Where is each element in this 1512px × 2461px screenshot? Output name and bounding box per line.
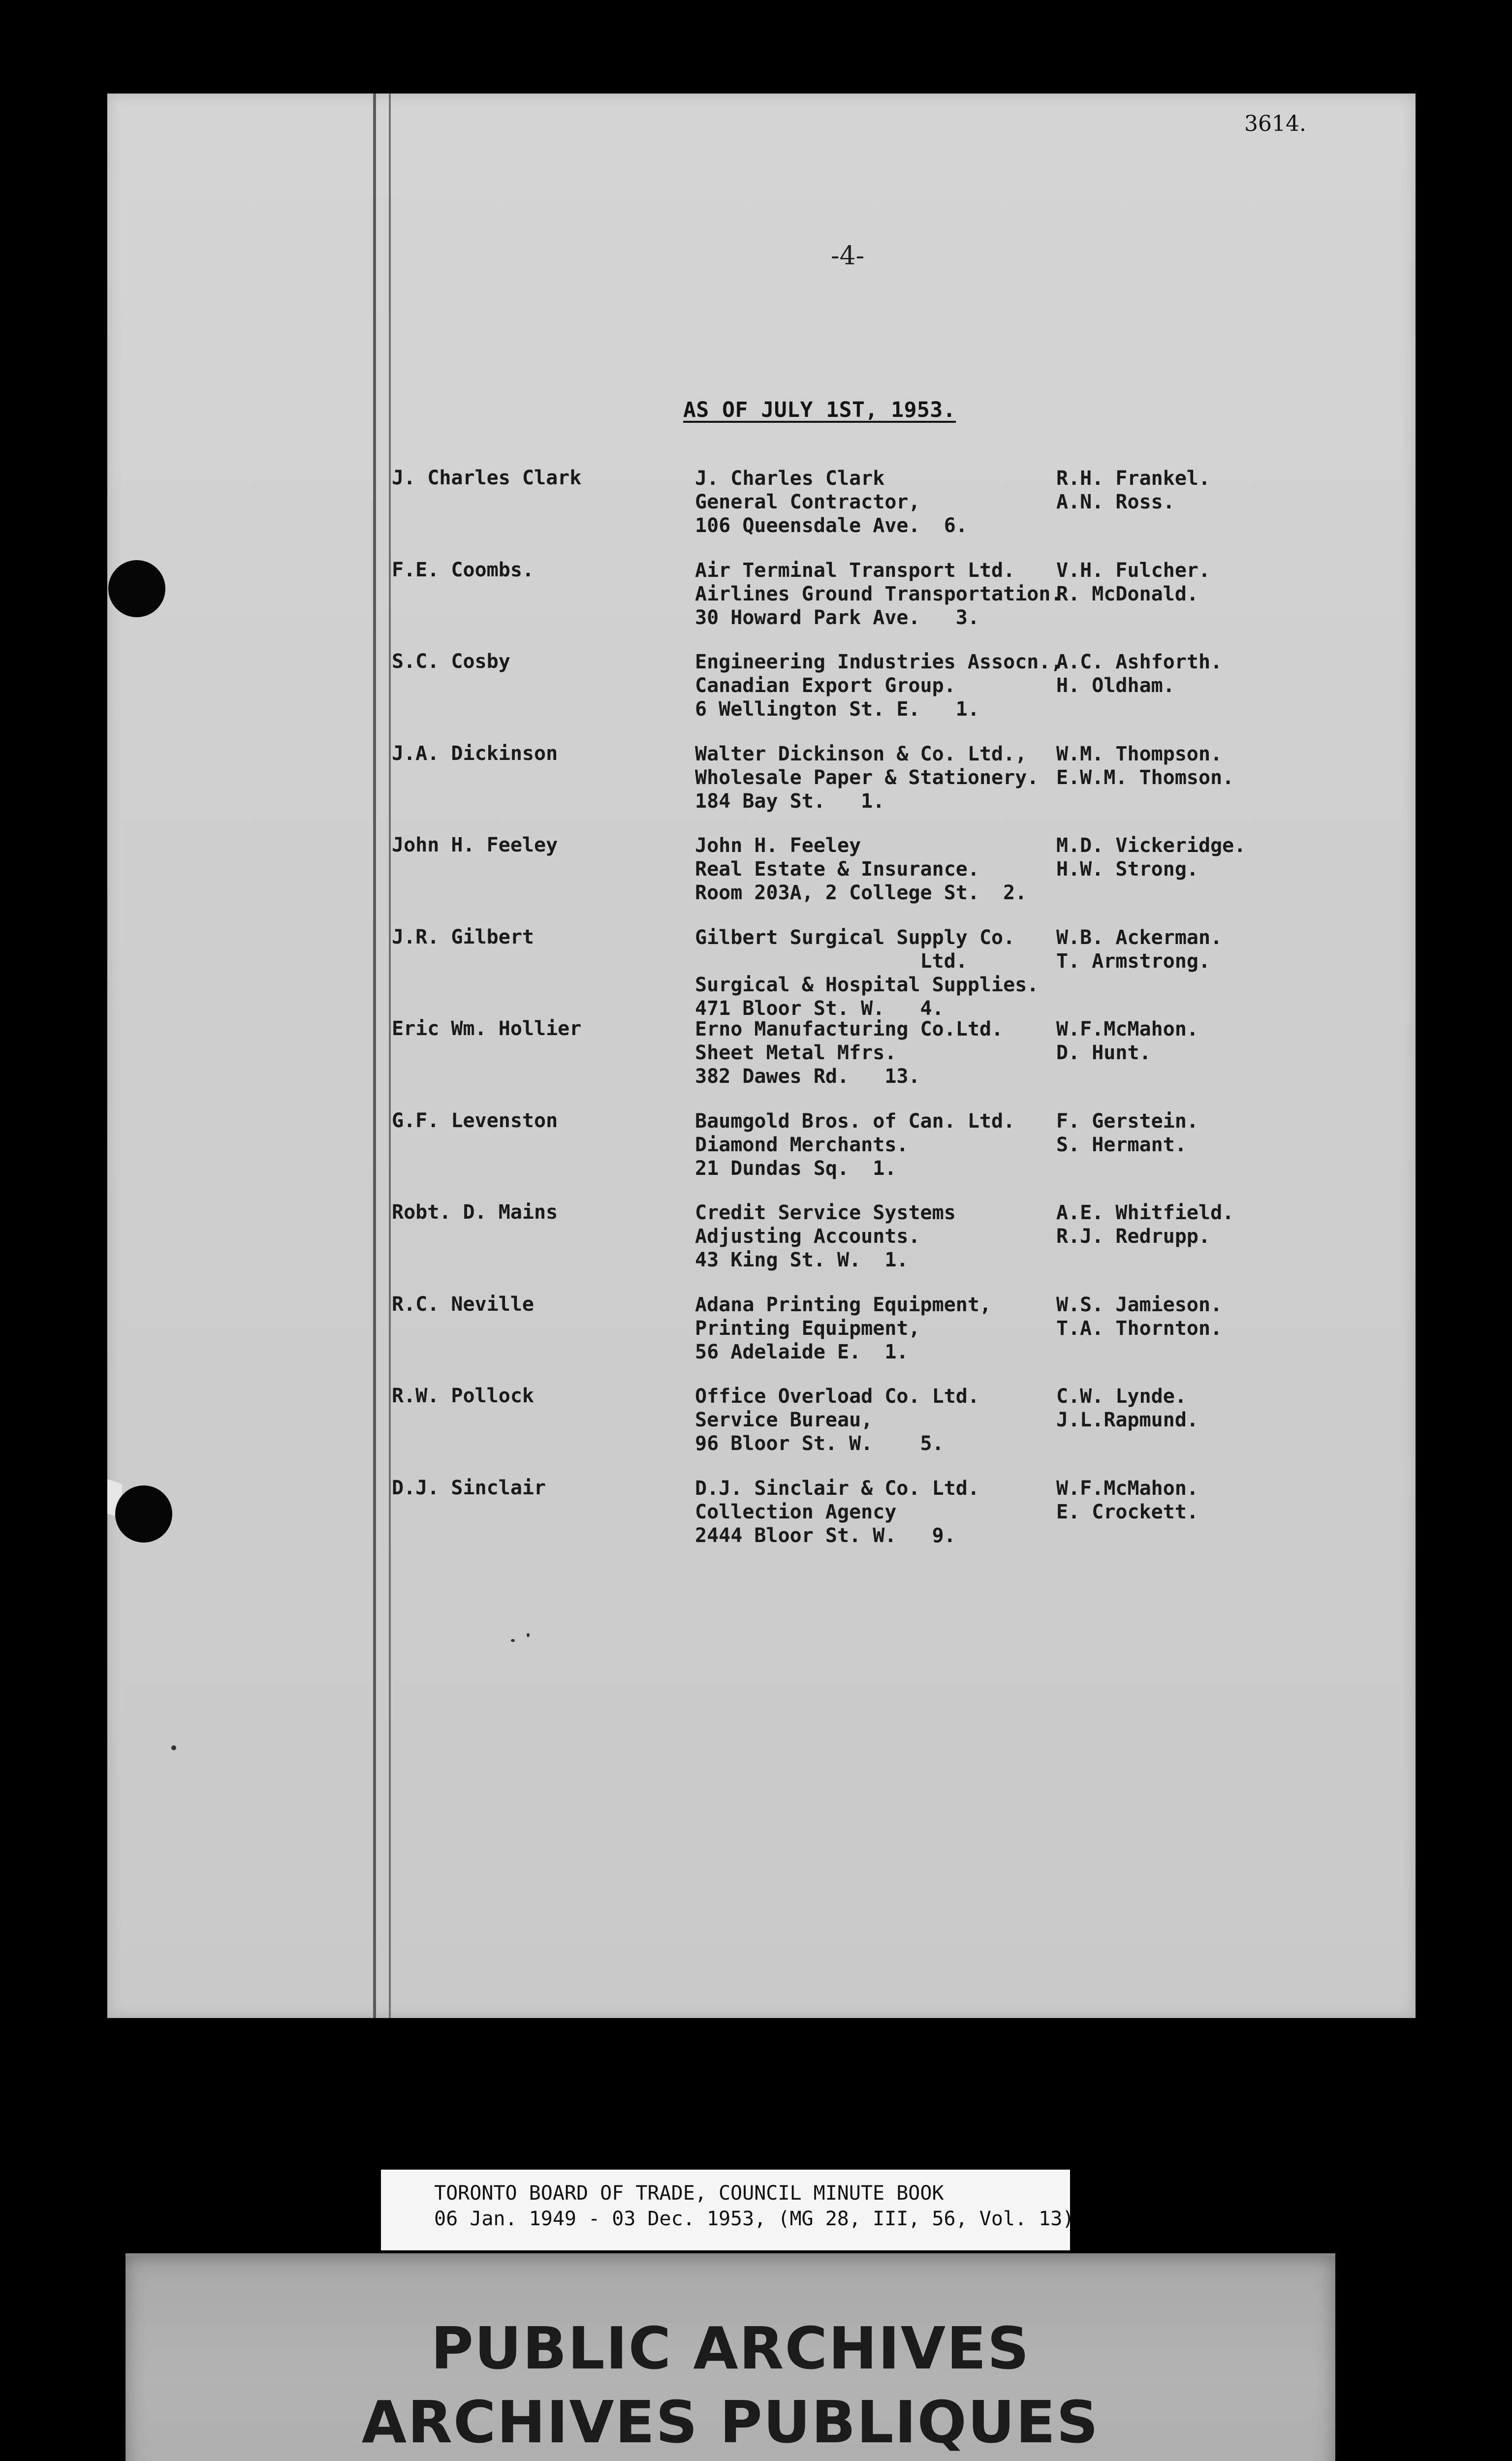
nominee-name: W.F.McMahon.	[1056, 1477, 1198, 1500]
nominee-name: J.L.Rapmund.	[1056, 1409, 1198, 1431]
member-list	[392, 467, 1411, 1568]
nominee-name: V.H. Fulcher.	[1056, 559, 1211, 582]
punch-hole-bottom	[115, 1485, 172, 1543]
nominee-name: R.J. Redrupp.	[1056, 1225, 1211, 1248]
firm-line: Baumgold Bros. of Can. Ltd.	[695, 1109, 1015, 1133]
member-name: Eric Wm. Hollier	[392, 1017, 582, 1040]
nominee-list	[1056, 650, 1302, 697]
firm-line: Printing Equipment,	[695, 1317, 920, 1340]
member-entry	[392, 1017, 1411, 1109]
nominee-list	[1056, 1201, 1302, 1248]
nominee-list	[1056, 1293, 1302, 1340]
member-name: Robt. D. Mains	[392, 1201, 558, 1224]
member-entry	[392, 1109, 1411, 1201]
firm-line: 106 Queensdale Ave. 6.	[695, 514, 968, 537]
firm-details	[695, 1017, 1059, 1088]
nominee-name: A.E. Whitfield.	[1056, 1201, 1234, 1224]
archive-caption	[381, 2170, 1074, 2250]
member-entry	[392, 559, 1411, 651]
firm-line: Real Estate & Insurance.	[695, 858, 979, 881]
nominee-name: C.W. Lynde.	[1056, 1385, 1187, 1408]
firm-line: 6 Wellington St. E. 1.	[695, 698, 979, 721]
member-name: John H. Feeley	[392, 834, 558, 856]
paper-speck	[511, 1639, 515, 1642]
firm-line: 96 Bloor St. W. 5.	[695, 1432, 944, 1455]
nominee-name: S. Hermant.	[1056, 1133, 1187, 1156]
document-page	[107, 94, 1416, 2018]
firm-details	[695, 559, 1063, 630]
firm-line: General Contractor,	[695, 491, 920, 513]
member-entry	[392, 742, 1411, 834]
nominee-list	[1056, 559, 1302, 606]
firm-line: Engineering Industries Assocn.,	[695, 651, 1063, 673]
nominee-name: W.M. Thompson.	[1056, 742, 1223, 765]
paper-speck	[527, 1633, 530, 1637]
firm-line: Air Terminal Transport Ltd.	[695, 559, 1015, 582]
nominee-name: R. McDonald.	[1056, 582, 1198, 605]
nominee-name: W.F.McMahon.	[1056, 1018, 1198, 1041]
member-name: R.W. Pollock	[392, 1385, 534, 1407]
member-entry	[392, 650, 1411, 742]
firm-line: Room 203A, 2 College St. 2.	[695, 882, 1027, 904]
page-heading: AS OF JULY 1ST, 1953.	[683, 398, 956, 422]
firm-line: 471 Bloor St. W. 4.	[695, 997, 944, 1020]
nominee-name: W.S. Jamieson.	[1056, 1293, 1223, 1316]
firm-details	[695, 742, 1059, 813]
nominee-name: T. Armstrong.	[1056, 949, 1211, 973]
nominee-name: A.N. Ross.	[1056, 491, 1175, 513]
firm-line: 30 Howard Park Ave. 3.	[695, 606, 979, 629]
firm-line: 184 Bay St. 1.	[695, 789, 885, 813]
firm-line: Erno Manufacturing Co.Ltd.	[695, 1018, 1004, 1041]
firm-details	[695, 1477, 1059, 1547]
caption-line-1: TORONTO BOARD OF TRADE, COUNCIL MINUTE BOOK	[434, 2182, 944, 2205]
member-entry	[392, 926, 1411, 1018]
nominee-name: E. Crockett.	[1056, 1500, 1198, 1523]
firm-line: 21 Dundas Sq. 1.	[695, 1157, 897, 1180]
nominee-name: A.C. Ashforth.	[1056, 651, 1223, 673]
member-entry	[392, 1385, 1411, 1477]
member-name: G.F. Levenston	[392, 1109, 558, 1132]
firm-line: 2444 Bloor St. W. 9.	[695, 1524, 956, 1547]
firm-details	[695, 1109, 1059, 1180]
firm-line: D.J. Sinclair & Co. Ltd.	[695, 1477, 979, 1500]
firm-line: Airlines Ground Transportation.	[695, 582, 1063, 605]
firm-line: 382 Dawes Rd. 13.	[695, 1065, 920, 1088]
firm-line: Collection Agency	[695, 1500, 897, 1523]
firm-line: 43 King St. W. 1.	[695, 1249, 909, 1271]
firm-line: 56 Adelaide E. 1.	[695, 1340, 909, 1363]
nominee-name: T.A. Thornton.	[1056, 1317, 1223, 1340]
member-name: J.R. Gilbert	[392, 925, 534, 948]
margin-rule	[373, 94, 376, 2018]
member-entry	[392, 467, 1411, 559]
paper-speck	[171, 1745, 176, 1750]
firm-line: Diamond Merchants.	[695, 1133, 909, 1156]
page-number: -4-	[831, 241, 865, 271]
nominee-list	[1056, 1109, 1302, 1157]
nominee-list	[1056, 926, 1302, 973]
firm-line: John H. Feeley	[695, 834, 861, 857]
stamp-line-1: PUBLIC ARCHIVES	[431, 2314, 1030, 2382]
nominee-list	[1056, 1477, 1302, 1524]
archives-stamp	[126, 2253, 1335, 2461]
nominee-list	[1056, 834, 1302, 881]
nominee-list	[1056, 467, 1302, 514]
firm-line: Canadian Export Group.	[695, 674, 956, 697]
member-name: S.C. Cosby	[392, 650, 510, 673]
firm-line: Gilbert Surgical Supply Co.	[695, 926, 1015, 949]
firm-line: Service Bureau,	[695, 1409, 873, 1431]
member-name: F.E. Coombs.	[392, 558, 534, 581]
nominee-name: W.B. Ackerman.	[1056, 926, 1223, 949]
nominee-name: H.W. Strong.	[1056, 858, 1198, 881]
nominee-name: E.W.M. Thomson.	[1056, 766, 1234, 789]
firm-details	[695, 834, 1059, 905]
firm-line: Office Overload Co. Ltd.	[695, 1385, 979, 1408]
member-name: J.A. Dickinson	[392, 742, 558, 765]
firm-line: Credit Service Systems	[695, 1201, 956, 1224]
margin-rule-secondary	[389, 94, 391, 2018]
firm-details	[695, 1293, 1059, 1364]
firm-line: Adana Printing Equipment,	[695, 1293, 992, 1316]
firm-line: Ltd.	[695, 949, 968, 973]
punch-hole-top	[108, 560, 165, 617]
caption-line-2: 06 Jan. 1949 - 03 Dec. 1953, (MG 28, III, 56, Vol. 13)	[434, 2208, 1074, 2230]
member-entry	[392, 1293, 1411, 1385]
member-entry	[392, 1477, 1411, 1569]
member-entry	[392, 834, 1411, 926]
nominee-list	[1056, 1385, 1302, 1432]
member-name: J. Charles Clark	[392, 467, 582, 489]
stamp-line-2: ARCHIVES PUBLIQUES	[361, 2388, 1100, 2456]
firm-details	[695, 1385, 1059, 1455]
member-entry	[392, 1201, 1411, 1293]
firm-line: Surgical & Hospital Supplies.	[695, 973, 1039, 996]
nominee-list	[1056, 1017, 1302, 1065]
firm-line: J. Charles Clark	[695, 467, 885, 490]
nominee-list	[1056, 742, 1302, 789]
nominee-name: D. Hunt.	[1056, 1041, 1151, 1064]
nominee-name: H. Oldham.	[1056, 674, 1175, 697]
firm-details	[695, 1201, 1059, 1272]
firm-details	[695, 467, 1059, 537]
nominee-name: F. Gerstein.	[1056, 1109, 1198, 1133]
folio-number: 3614.	[1244, 111, 1306, 136]
firm-line: Wholesale Paper & Stationery.	[695, 766, 1039, 789]
member-name: R.C. Neville	[392, 1293, 534, 1316]
nominee-name: M.D. Vickeridge.	[1056, 834, 1246, 857]
firm-line: Adjusting Accounts.	[695, 1225, 920, 1248]
nominee-name: R.H. Frankel.	[1056, 467, 1211, 490]
member-name: D.J. Sinclair	[392, 1476, 546, 1499]
firm-details	[695, 650, 1063, 721]
firm-details	[695, 926, 1059, 1020]
firm-line: Walter Dickinson & Co. Ltd.,	[695, 742, 1027, 765]
firm-line: Sheet Metal Mfrs.	[695, 1041, 897, 1064]
